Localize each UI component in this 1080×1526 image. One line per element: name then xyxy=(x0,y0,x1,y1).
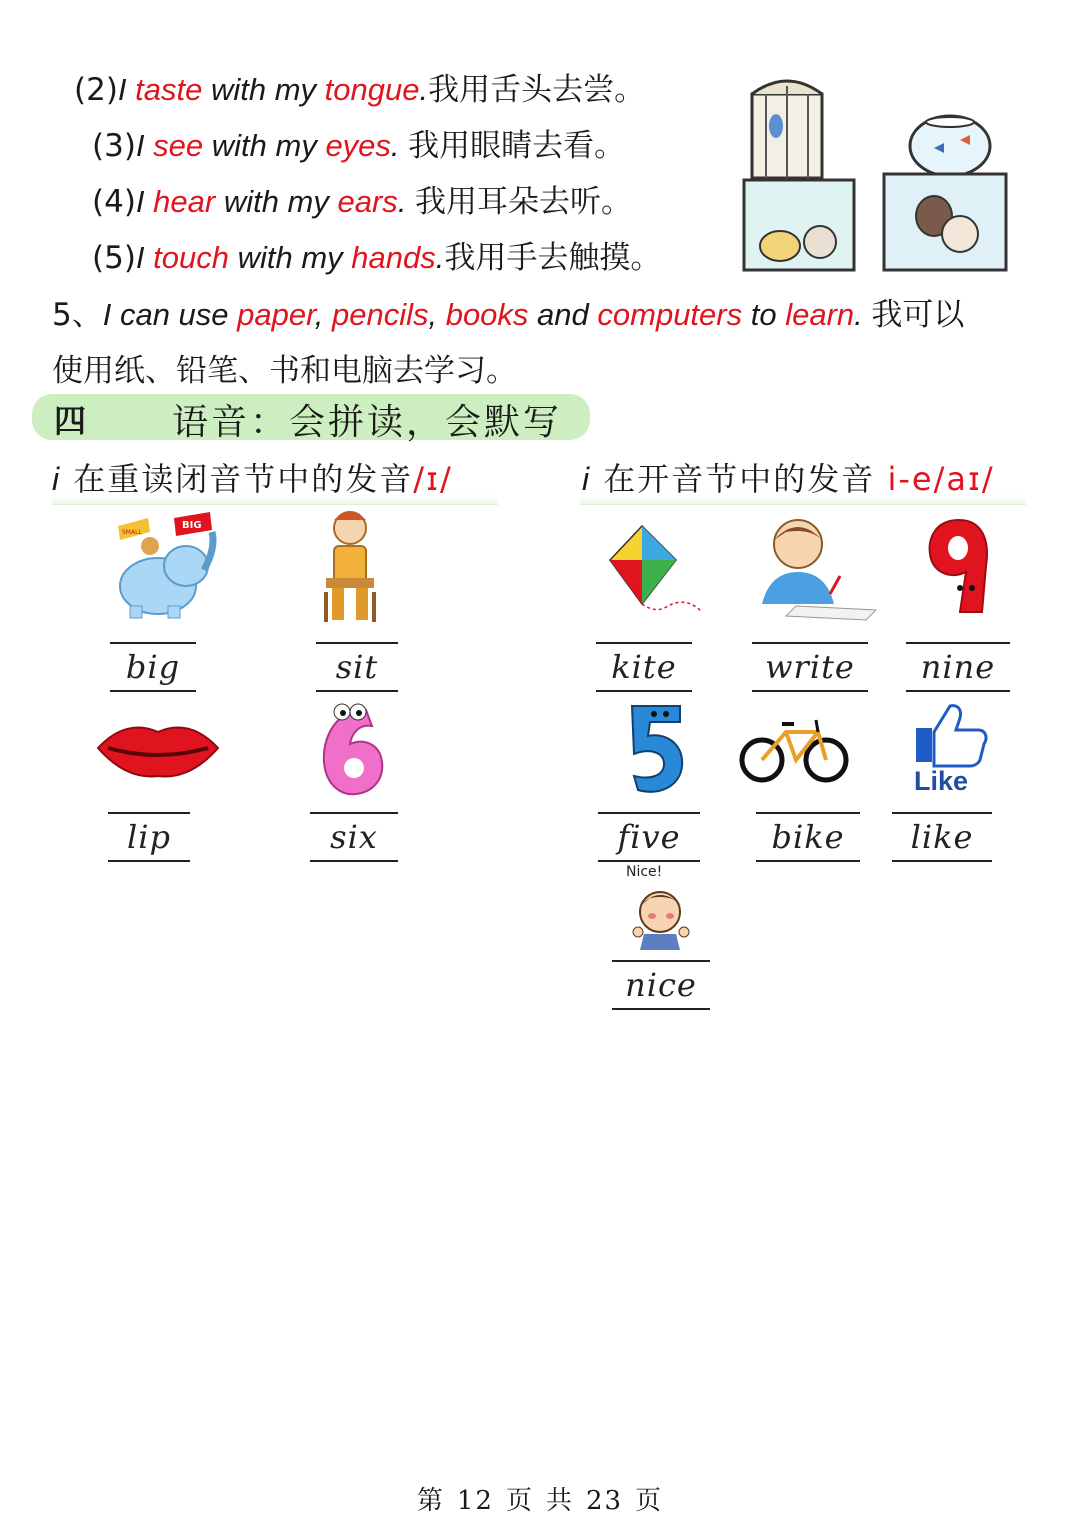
sentence-parts xyxy=(136,240,661,276)
word-line-big xyxy=(110,642,196,692)
keyword-text: see xyxy=(153,128,204,163)
sentence-text: I xyxy=(135,240,154,275)
word-six: six xyxy=(330,818,378,856)
sentence-text: , xyxy=(428,297,446,332)
item-5-parts xyxy=(103,297,965,333)
keyword-text: learn xyxy=(785,297,855,332)
sentence-text: . xyxy=(435,240,445,275)
bicycle-picture xyxy=(738,712,850,784)
sentence-text: 我用舌头去尝。 xyxy=(428,72,646,108)
number-nine-picture xyxy=(920,516,998,620)
sentence-text: I xyxy=(117,72,136,107)
word-lip: lip xyxy=(127,818,171,856)
word-kite: kite xyxy=(611,648,677,686)
sentence-parts xyxy=(136,128,625,164)
sentence-text: to xyxy=(742,297,786,332)
word-line-sit xyxy=(316,642,398,692)
pet-cages-illustration xyxy=(738,66,1013,276)
keyword-text: books xyxy=(445,297,529,332)
word-line-kite xyxy=(596,642,692,692)
word-sit: sit xyxy=(335,648,379,686)
keyword-text: hands xyxy=(351,240,436,275)
lips-picture xyxy=(96,714,220,782)
word-nice: nice xyxy=(625,966,697,1004)
sentence-text: 我用眼睛去看。 xyxy=(408,128,626,164)
like-picture-text: Like xyxy=(914,766,969,796)
word-write: write xyxy=(765,648,855,686)
sentence-text: with my xyxy=(229,240,352,275)
page-footer: 第 12 页 共 23 页 xyxy=(416,1486,664,1516)
word-line-write xyxy=(752,642,868,692)
sentence-text: 我可以 xyxy=(871,297,965,333)
sentence-text: 我用耳朵去听。 xyxy=(415,184,633,220)
sentence-text: . xyxy=(390,128,409,163)
word-line-nine xyxy=(906,642,1010,692)
number-five-picture xyxy=(624,702,688,796)
sentence-text: 我用手去触摸。 xyxy=(444,240,662,276)
sentence-5: (5)I touch with my hands.我用手去触摸。 xyxy=(92,240,662,276)
sentence-2: (2)I taste with my tongue.我用舌头去尝。 xyxy=(74,72,646,108)
like-thumbs-up-picture xyxy=(908,702,992,800)
big-flag-text: BIG xyxy=(182,520,202,531)
sentence-text: , xyxy=(314,297,332,332)
sentence-text: I can use xyxy=(102,297,238,332)
elephant-mouse-picture xyxy=(108,508,222,622)
sentence-text: and xyxy=(528,297,598,332)
keyword-text: tongue xyxy=(324,72,420,107)
sentence-parts xyxy=(136,184,632,220)
boy-sitting-picture xyxy=(318,506,382,626)
sentence-text: with my xyxy=(203,128,326,163)
sentence-4: (4)I hear with my ears. 我用耳朵去听。 xyxy=(92,184,633,220)
keyword-text: paper xyxy=(237,297,315,332)
sentence-text: . xyxy=(854,297,872,332)
word-line-six xyxy=(310,812,398,862)
boy-writing-picture xyxy=(756,514,880,624)
keyword-text: taste xyxy=(135,72,203,107)
word-line-lip xyxy=(108,812,190,862)
word-line-nice xyxy=(612,960,710,1010)
kite-picture xyxy=(606,524,708,622)
keyword-text: pencils xyxy=(331,297,429,332)
section-title: 语音：会拼读，会默写 xyxy=(172,402,563,443)
rule-closed-syllable: i 在重读闭音节中的发音/ɪ/ xyxy=(52,460,453,498)
nice-picture-text: Nice! xyxy=(626,864,663,880)
sentence-text: . xyxy=(397,184,416,219)
rule-open-syllable: i 在开音节中的发音 i-e/aɪ/ xyxy=(582,460,995,498)
keyword-text: ears xyxy=(337,184,398,219)
keyword-text: eyes xyxy=(325,128,391,163)
word-big: big xyxy=(125,648,181,686)
keyword-text: touch xyxy=(153,240,229,275)
keyword-text: hear xyxy=(153,184,216,219)
number-six-picture xyxy=(316,700,390,798)
item-5-line-1: 5、I can use paper, pencils, books and computers to learn. 我可以 xyxy=(52,297,965,333)
page-number: 12 xyxy=(456,1486,494,1516)
word-nine: nine xyxy=(920,648,996,686)
sentence-parts xyxy=(118,72,645,108)
sentence-text: with my xyxy=(215,184,338,219)
sentence-text: I xyxy=(135,128,154,163)
word-line-like xyxy=(892,812,992,862)
sentence-text: I xyxy=(135,184,154,219)
sentence-text: with my xyxy=(202,72,325,107)
nice-boy-picture xyxy=(620,860,698,952)
keyword-text: computers xyxy=(597,297,743,332)
word-five: five xyxy=(617,818,681,856)
word-like: like xyxy=(910,818,974,856)
sentence-3: (3)I see with my eyes. 我用眼睛去看。 xyxy=(92,128,626,164)
item-5-line-2: 使用纸、铅笔、书和电脑去学习。 xyxy=(52,353,517,389)
section-number: 四 xyxy=(54,402,87,440)
total-pages: 23 xyxy=(586,1486,624,1516)
sentence-text: . xyxy=(419,72,429,107)
word-line-bike xyxy=(756,812,860,862)
word-bike: bike xyxy=(771,818,845,856)
word-line-five xyxy=(598,812,700,862)
small-flag-text: SMALL xyxy=(122,529,142,536)
